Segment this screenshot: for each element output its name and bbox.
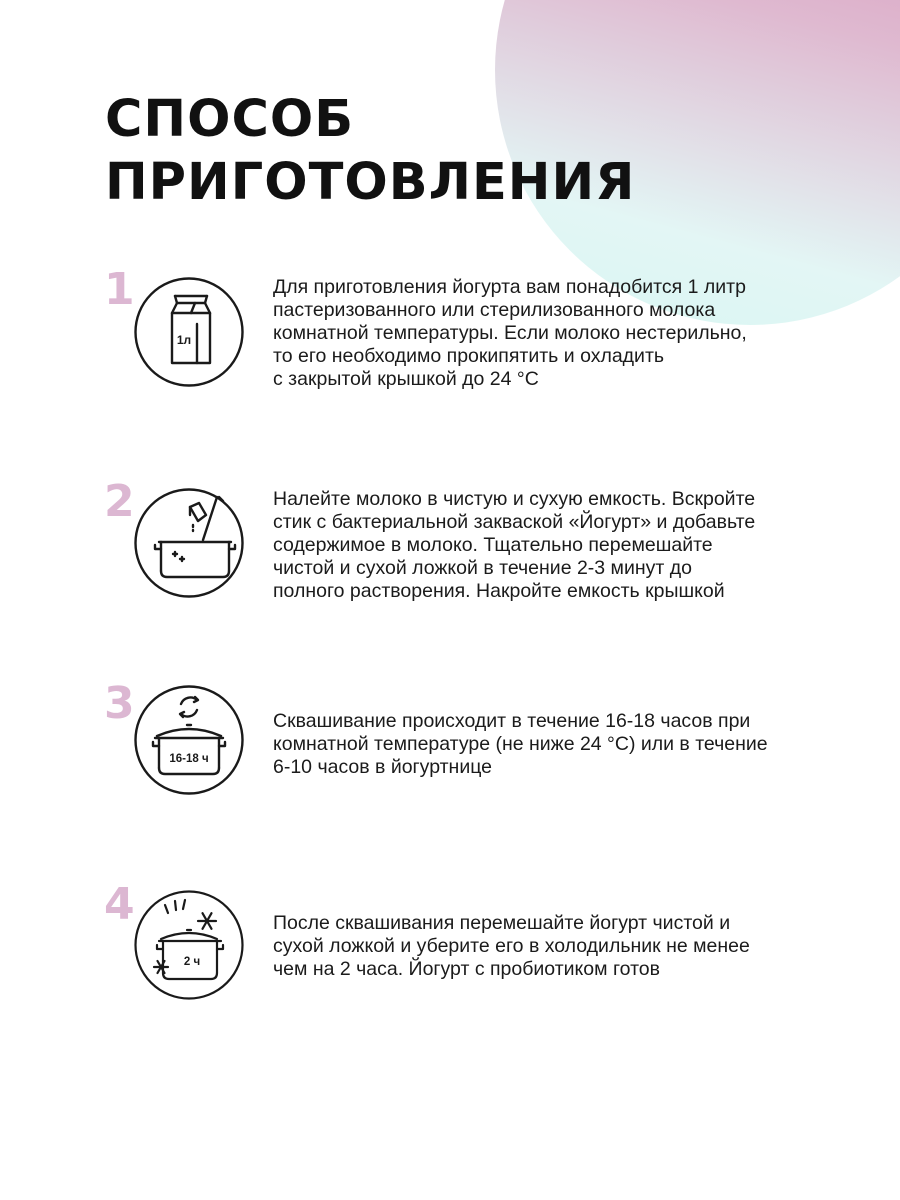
text-line: с закрытой крышкой до 24 °С <box>273 368 539 390</box>
step-description <box>273 488 833 603</box>
time-label: 2 ч <box>183 956 201 968</box>
text-line: стик с бактериальной закваской «Йогурт» и добавьте <box>273 511 756 533</box>
covered-pot-cycle-icon <box>133 684 245 796</box>
snowflake-icon <box>198 913 216 929</box>
carton-volume-label: 1л <box>176 333 192 347</box>
text-line: полного растворения. Накройте емкость крышкой <box>273 580 725 602</box>
title-line-2: ПРИГОТОВЛЕНИЯ <box>105 153 636 212</box>
cold-pot-icon <box>133 889 245 1001</box>
text-line: Сквашивание происходит в течение 16-18 часов при <box>273 710 751 732</box>
step-2 <box>0 476 900 628</box>
step-description <box>273 276 833 391</box>
text-line: чем на 2 часа. Йогурт с пробиотиком готов <box>273 958 660 980</box>
text-line: После сквашивания перемешайте йогурт чистой и <box>273 912 731 934</box>
text-line: сухой ложкой и уберите его в холодильник не менее <box>273 935 750 957</box>
step-4 <box>0 879 900 1031</box>
time-label: 16-18 ч <box>169 753 209 765</box>
milk-carton-icon <box>133 276 245 388</box>
step-number: 3 <box>104 678 135 729</box>
step-description <box>273 912 833 981</box>
title-line-1: СПОСОБ <box>105 90 355 149</box>
step-number: 2 <box>104 476 135 527</box>
text-line: содержимое в молоко. Тщательно перемешайте <box>273 534 713 556</box>
text-line: комнатной температуры. Если молоко нестерильно, <box>273 322 747 344</box>
step-1 <box>0 264 900 416</box>
step-3 <box>0 678 900 830</box>
step-number: 4 <box>104 879 135 930</box>
snowflake-icon <box>154 961 168 973</box>
text-line: Для приготовления йогурта вам понадобится 1 литр <box>273 276 746 298</box>
step-description <box>273 710 833 779</box>
page-title <box>105 88 635 214</box>
text-line: комнатной температуре (не ниже 24 °С) или в течение <box>273 733 768 755</box>
step-number: 1 <box>104 264 135 315</box>
text-line: чистой и сухой ложкой в течение 2-3 минут до <box>273 557 692 579</box>
text-line: пастеризованного или стерилизованного молока <box>273 299 716 321</box>
text-line: то его необходимо прокипятить и охладить <box>273 345 665 367</box>
text-line: 6-10 часов в йогуртнице <box>273 756 493 778</box>
text-line: Налейте молоко в чистую и сухую емкость. Вскройте <box>273 488 756 510</box>
pot-with-spoon-icon <box>133 487 245 599</box>
